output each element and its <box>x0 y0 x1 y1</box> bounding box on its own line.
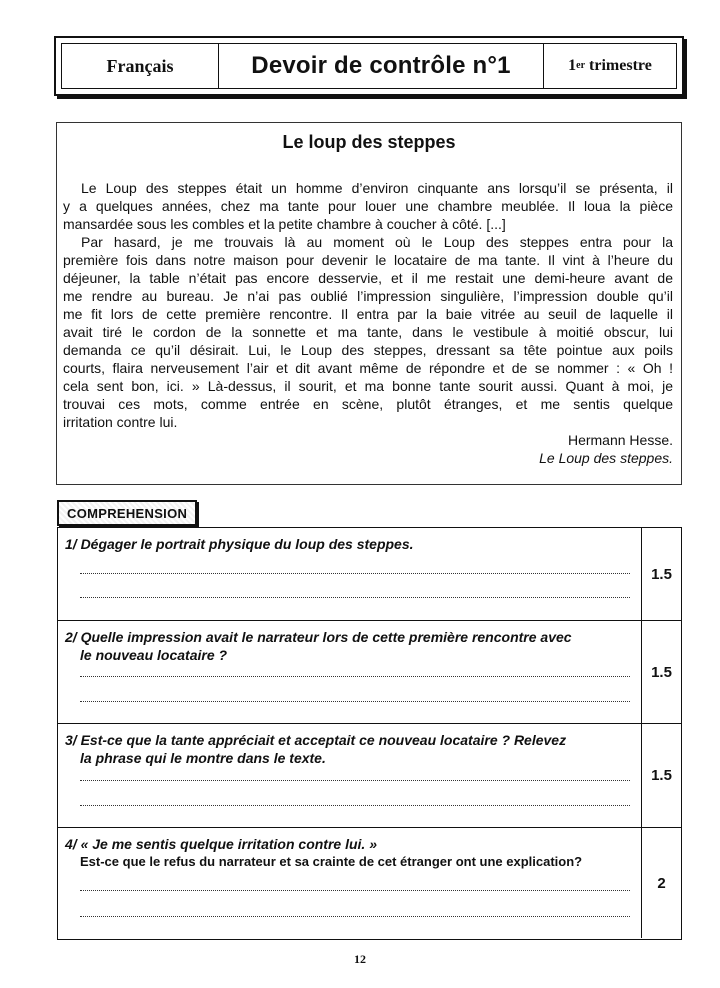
answer-line[interactable] <box>80 597 630 598</box>
text-line: me fit lors de cette première rencontre. Il entra par la baie vitrée au seuil de laquelle il <box>63 306 673 322</box>
question-text: le nouveau locataire ? <box>80 647 228 663</box>
points-cell: 2 <box>657 874 666 892</box>
question-text: la phrase qui le montre dans le texte. <box>80 750 326 766</box>
text-line: déjeuner, la table n’était pas encore desservie, et il me restait une demi-heure avant de <box>63 270 673 286</box>
answer-line[interactable] <box>80 805 630 806</box>
question-text: 4/ « Je me sentis quelque irritation contre lui. » <box>65 836 377 852</box>
text-line: Par hasard, je me trouvais là au moment où le Loup des steppes entra pour la <box>81 234 673 250</box>
answer-line[interactable] <box>80 701 630 702</box>
text-line: mansardée sous les combles et la petite chambre à coucher à côté. [...] <box>63 216 506 232</box>
text-line: avait tiré le cordon de la sonnette et ma tante, dans le vestibule à moitié obscur, lui <box>63 324 673 340</box>
text-author: Hermann Hesse. <box>567 432 673 448</box>
term-number: 1 <box>568 57 577 74</box>
answer-line[interactable] <box>80 573 630 574</box>
answer-line[interactable] <box>80 780 630 781</box>
questions-table <box>57 527 682 940</box>
question-row <box>58 621 681 724</box>
question-text: 1/ Dégager le portrait physique du loup des steppes. <box>65 536 414 552</box>
text-line: première fois dans notre maison pour devenir le locataire de ma tante. Il vint à l’heure du <box>63 252 673 268</box>
term-ordinal: er <box>576 59 586 71</box>
question-cell <box>58 724 642 827</box>
answer-line[interactable] <box>80 916 630 917</box>
question-text: 2/ Quelle impression avait le narrateur lors de cette première rencontre avec <box>65 629 572 645</box>
question-text: Est-ce que le refus du narrateur et sa crainte de cet étranger ont une explication? <box>80 854 583 869</box>
question-cell <box>58 528 642 620</box>
term-label <box>544 44 676 88</box>
text-line: demanda ce qu’il désirait. Lui, le Loup des steppes, dressant sa tête pointue aux poils <box>63 342 673 358</box>
exam-header-inner <box>61 43 677 89</box>
subject-label: Français <box>62 44 219 88</box>
question-cell <box>58 828 642 938</box>
text-title: Le loup des steppes <box>282 132 456 152</box>
points-cell: 1.5 <box>651 565 672 583</box>
text-line: me rendre au bureau. Je n’ai pas oublié l’impression singulière, l’impression double qu’il <box>63 288 673 304</box>
text-line: cela sent bon, ici. » Là-dessus, il sourit, et ma bonne tante sourit aussi. Quant à moi, je <box>63 378 673 394</box>
exam-header <box>54 36 684 96</box>
text-line: courts, flaira nerveusement l’air et dit avant même de répondre et de se nommer : « Oh ! <box>63 360 673 376</box>
question-cell <box>58 621 642 723</box>
exam-title: Devoir de contrôle n°1 <box>219 44 544 88</box>
question-row <box>58 528 681 621</box>
term-word: trimestre <box>589 57 652 74</box>
text-line: Le Loup des steppes était un homme d’environ cinquante ans lorsqu’il se présenta, il <box>81 180 673 196</box>
text-source: Le Loup des steppes. <box>539 450 673 466</box>
text-line: irritation contre lui. <box>63 414 178 430</box>
text-line: trouvai ces mots, comme entrée en scène, plutôt étranges, et me sentis quelque <box>63 396 673 412</box>
page-number: 12 <box>354 952 366 966</box>
text-line: y a quelques années, chez ma tante pour louer une chambre meublée. Il loua la pièce <box>63 198 673 214</box>
comprehension-section-label: COMPREHENSION <box>57 500 197 526</box>
reading-text-box <box>56 122 682 485</box>
question-row <box>58 828 681 938</box>
question-row <box>58 724 681 828</box>
answer-line[interactable] <box>80 676 630 677</box>
answer-line[interactable] <box>80 890 630 891</box>
question-text: 3/ Est-ce que la tante appréciait et acceptait ce nouveau locataire ? Relevez <box>65 732 567 748</box>
points-cell: 1.5 <box>651 767 672 784</box>
points-cell: 1.5 <box>651 663 672 681</box>
